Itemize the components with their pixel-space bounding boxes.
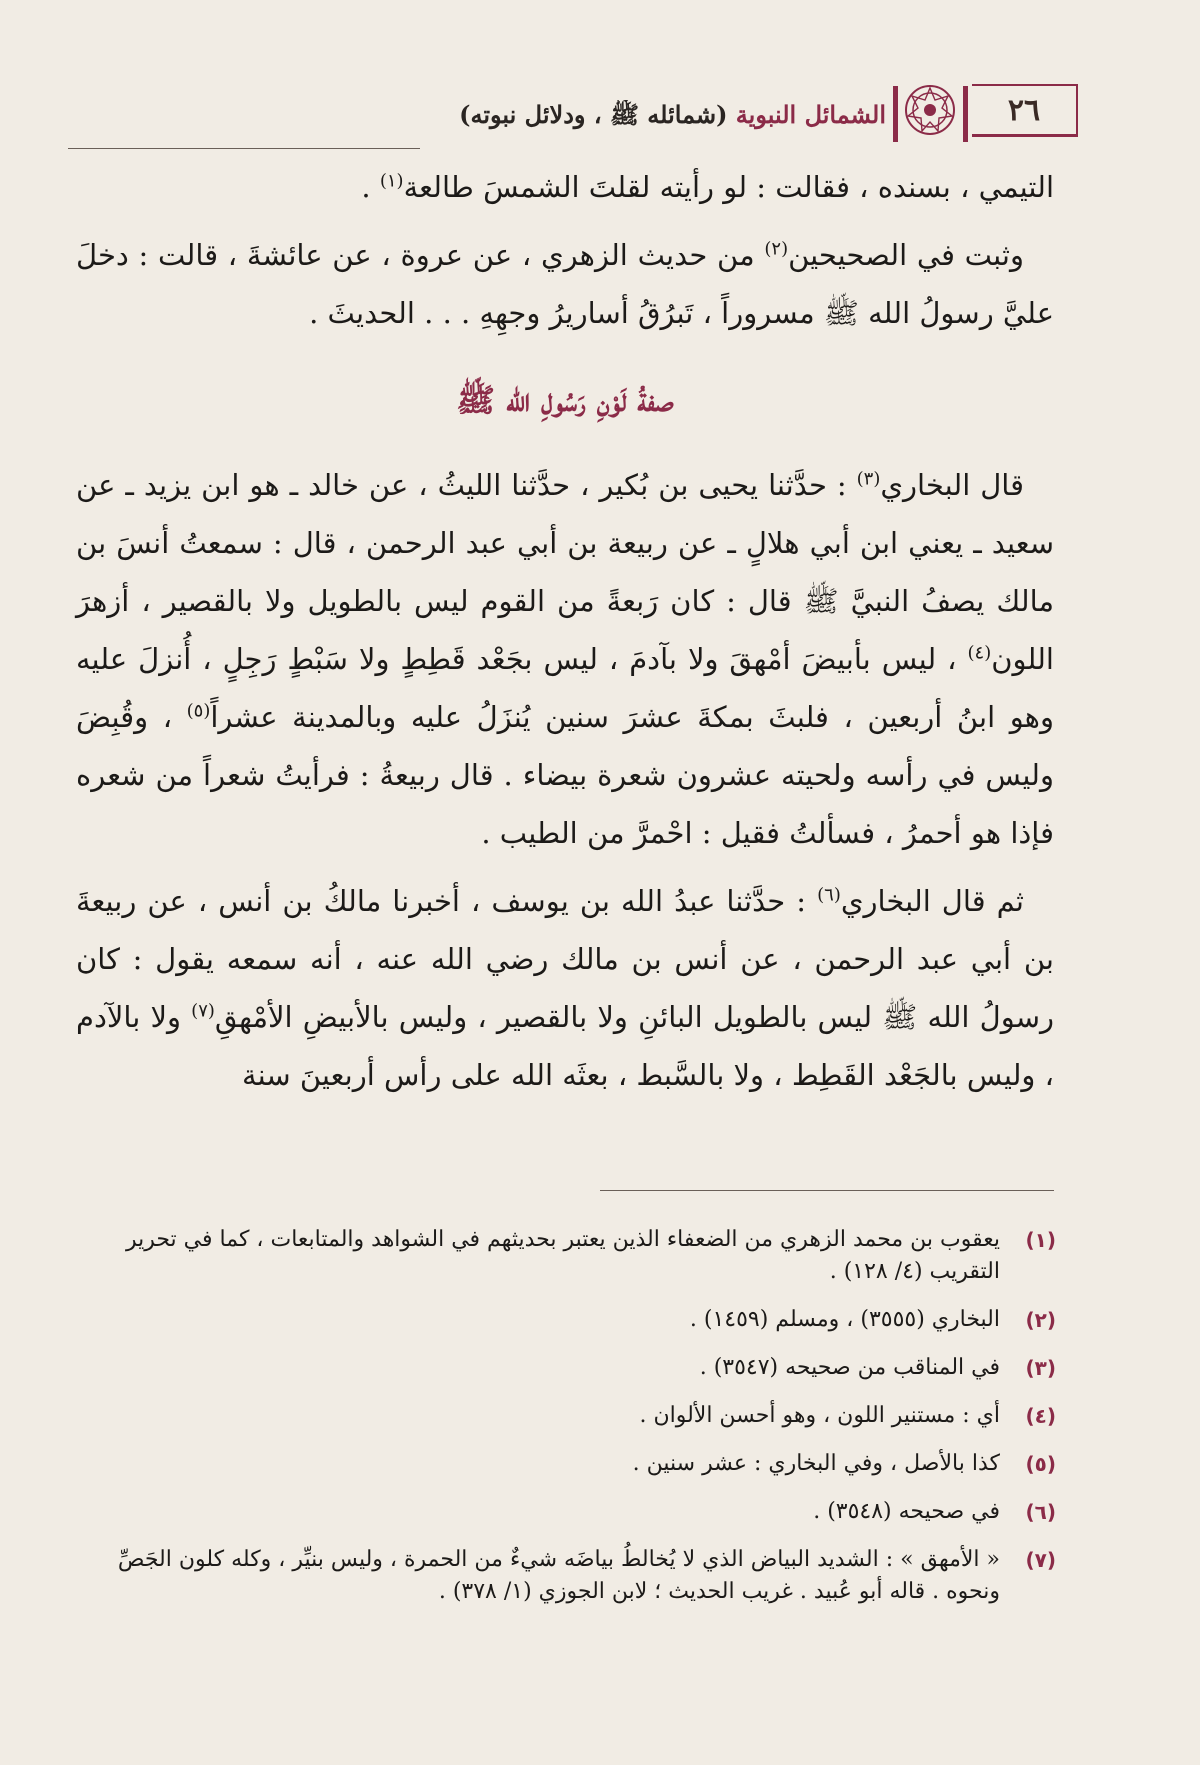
page-number-text: ٢٦ [1007,92,1041,128]
header-rule [68,148,420,149]
footnote-marker[interactable]: (٦) [817,884,841,906]
footnote-number: (٧) [1025,1548,1056,1572]
paragraph [76,872,1054,1104]
paragraph [76,226,1054,342]
footnote-marker[interactable]: (١) [379,170,404,192]
footnote-number: (٦) [1025,1500,1056,1524]
paragraph-text: . [361,170,380,204]
footnote [96,1304,1056,1336]
footnote-number: (٢) [1025,1308,1056,1332]
paragraph-text: قال البخاري [880,468,1024,502]
main-text [76,158,1054,1104]
paragraph-text: وثبت في الصحيحين [788,238,1024,272]
footnote-marker[interactable]: (٤) [967,642,992,664]
footnote-number: (٥) [1025,1452,1056,1476]
paragraph-text: ، وقُبِضَ وليس في رأسه ولحيته عشرون شعرة بيضاء . قال ربيعةُ : فرأيتُ شعراً من شعره فإذا هو أحمرُ ، فسألتُ فقيل : احْمرَّ من الطيب . [76,700,1054,850]
footnote-text: البخاري (٣٥٥٥) ، ومسلم (١٤٥٩) . [689,1307,1000,1332]
footnote [96,1400,1056,1432]
footnote-separator [600,1190,1054,1191]
footnote-marker[interactable]: (٣) [856,468,881,490]
paragraph [76,158,1054,216]
book-title-subtitle: (شمائله ﷺ ، ودلائل نبوته) [459,100,736,129]
footnote [96,1496,1056,1528]
header-divider-bar [963,86,968,142]
paragraph-text: : حدَّثنا يحيى بن بُكير ، حدَّثنا الليثُ ، عن خالد ـ هو ابن يزيد ـ عن سعيد ـ يعني ابن أبي هلالٍ ـ عن ربيعة بن أبي عبد الرحمن ، قال : سمعتُ أنسَ بن مالك يصفُ النبيَّ ﷺ قال : كان رَبعةً من القوم ليس بالطويل ولا بالقصير ، أزهرَ اللون [76,468,1054,676]
header-divider-bar [893,86,898,142]
footnotes [96,1224,1056,1624]
footnote-text: في المناقب من صحيحه (٣٥٤٧) . [699,1355,1000,1380]
footnote-marker[interactable]: (٢) [764,238,789,260]
footnote [96,1352,1056,1384]
paragraph-text: من حديث الزهري ، عن عروة ، عن عائشةَ ، قالت : دخلَ عليَّ رسولُ الله ﷺ مسروراً ، تَبرُقُ أساريرُ وجهِهِ . . . الحديثَ . [76,238,1054,330]
footnote-number: (٤) [1025,1404,1056,1428]
footnote-text: كذا بالأصل ، وفي البخاري : عشر سنين . [632,1451,1000,1476]
footnote [96,1224,1056,1288]
footnote [96,1544,1056,1608]
book-title [68,100,886,135]
footnote-marker[interactable]: (٧) [191,1000,215,1022]
footnote-text: يعقوب بن محمد الزهري من الضعفاء الذين يعتبر بحديثهم في الشواهد والمتابعات ، كما في تحرير التقريب (٤/ ١٢٨) . [125,1227,1000,1284]
footnote-text: أي : مستنير اللون ، وهو أحسن الألوان . [639,1403,1000,1428]
running-header [68,84,1078,150]
footnote-number: (١) [1025,1228,1056,1252]
footnote [96,1448,1056,1480]
paragraph [76,456,1054,862]
footnote-number: (٣) [1025,1356,1056,1380]
section-heading: صفةُ لَوْنِ رَسُولِ الله ﷺ [456,381,674,419]
book-title-main: الشمائل النبوية [735,100,886,129]
paragraph-text: التيمي ، بسنده ، فقالت : لو رأيته لقلتَ الشمسَ طالعة [403,170,1054,204]
paragraph-text: ثم قال البخاري [840,884,1024,918]
footnote-text: في صحيحه (٣٥٤٨) . [813,1499,1000,1524]
paragraph-text: : حدَّثنا عبدُ الله بن يوسف ، أخبرنا مالكُ بن أنس ، عن ربيعةَ بن أبي عبد الرحمن ، عن أنس بن مالك رضي الله عنه ، أنه سمعه يقول : كان رسولُ الله ﷺ ليس بالطويل البائنِ ولا بالقصير ، وليس بالأبيضِ الأمْهقِ [76,884,1055,1034]
page-number [972,84,1078,137]
rosette-ornament-icon [902,82,958,138]
paragraph-text: ، ليس بأبيضَ أمْهقَ ولا بآدمَ ، ليس بجَعْد قَطِطٍ ولا سَبْطٍ رَجِلٍ ، أُنزلَ عليه وهو ابنُ أربعين ، فلبثَ بمكةَ عشرَ سنين يُنزَلُ عليه وبالمدينة عشراً [76,642,1054,734]
footnote-marker[interactable]: (٥) [186,700,211,722]
paragraph-text: ولا بالآدم ، وليس بالجَعْد القَطِط ، ولا بالسَّبط ، بعثَه الله على رأس أربعينَ سنة [76,1000,1054,1092]
footnote-text: « الأمهق » : الشديد البياض الذي لا يُخالطُ بياضَه شيءٌ من الحمرة ، وليس بنيِّر ، وكله كلون الجَصِّ ونحوه . قاله أبو عُبيد . غريب الحديث ؛ لابن الجوزي (١/ ٣٧٨) . [117,1547,1000,1604]
